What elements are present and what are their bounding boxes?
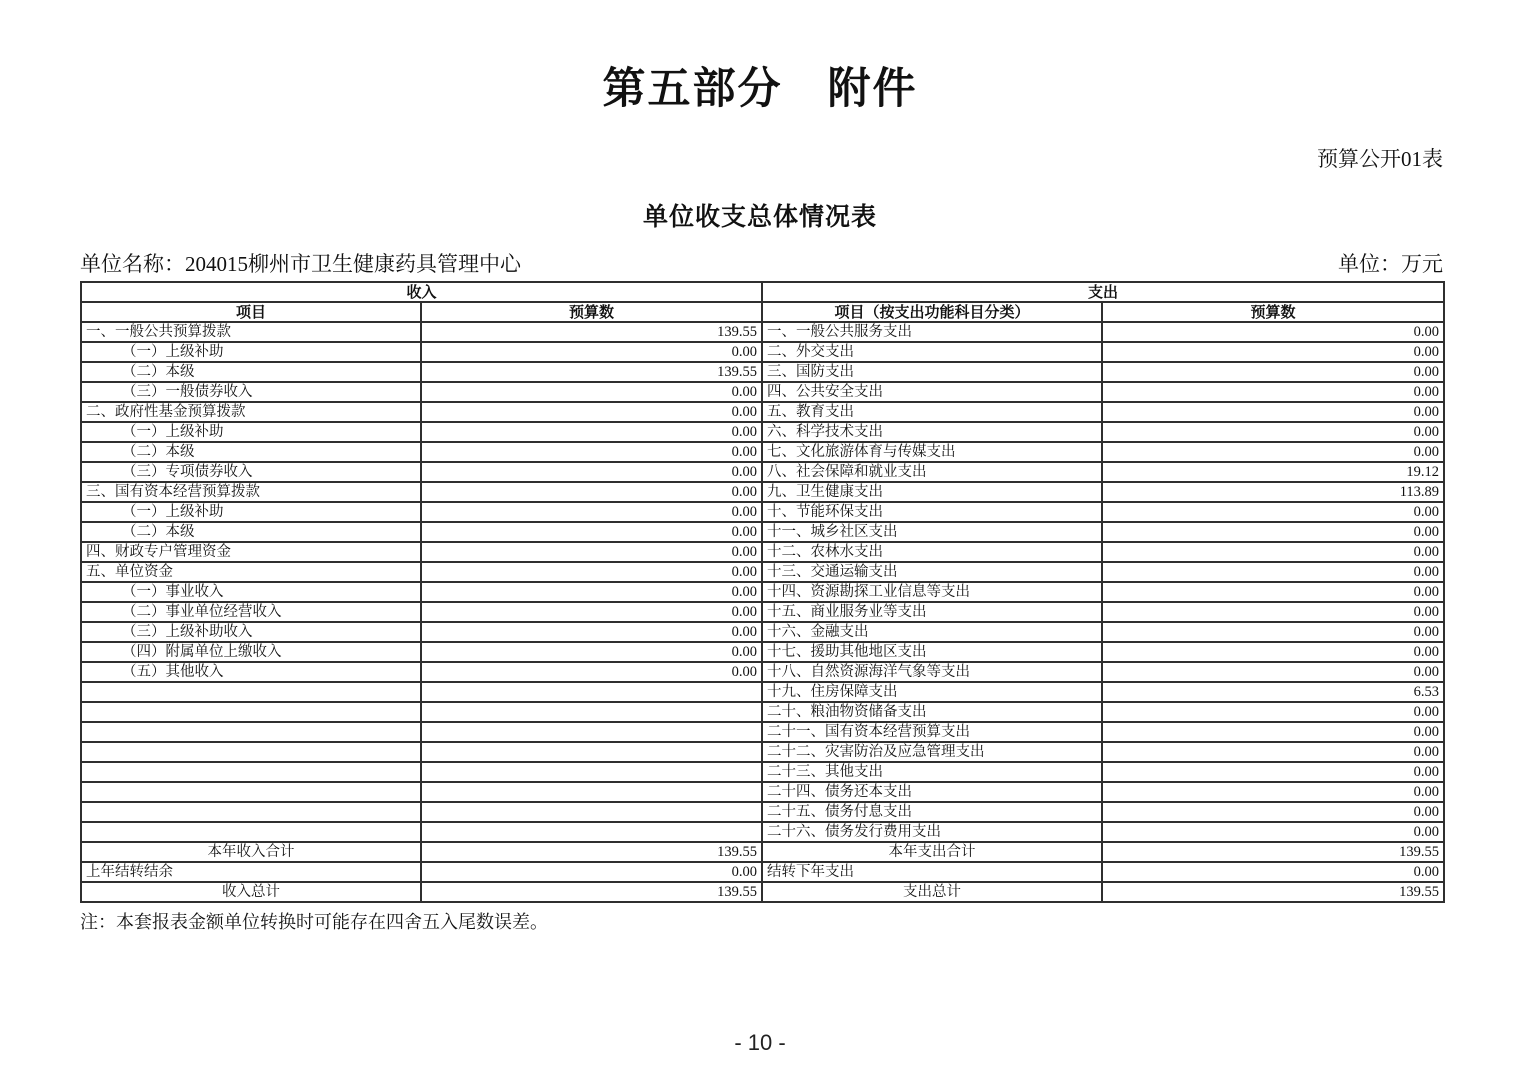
expense-item-cell: 二十二、灾害防治及应急管理支出 — [762, 742, 1102, 762]
table-row — [81, 742, 1444, 762]
income-item-cell: 一、一般公共预算拨款 — [81, 322, 421, 342]
income-item-cell: 四、财政专户管理资金 — [81, 542, 421, 562]
expense-budget-cell: 0.00 — [1102, 402, 1444, 422]
table-row — [81, 322, 1444, 342]
income-item-cell: （一）上级补助 — [81, 342, 421, 362]
expense-item-cell: 十七、援助其他地区支出 — [762, 642, 1102, 662]
table-row — [81, 502, 1444, 522]
income-summary-budget-cell: 139.55 — [421, 842, 762, 862]
expense-budget-cell: 0.00 — [1102, 642, 1444, 662]
table-row — [81, 622, 1444, 642]
table-row — [81, 662, 1444, 682]
income-budget-cell — [421, 722, 762, 742]
income-budget-cell: 0.00 — [421, 342, 762, 362]
expense-budget-cell: 0.00 — [1102, 382, 1444, 402]
table-row — [81, 602, 1444, 622]
income-item-header: 项目 — [81, 302, 421, 322]
income-item-cell — [81, 822, 421, 842]
income-budget-cell — [421, 802, 762, 822]
expense-budget-cell: 0.00 — [1102, 582, 1444, 602]
expense-item-cell: 一、一般公共服务支出 — [762, 322, 1102, 342]
income-budget-cell: 0.00 — [421, 542, 762, 562]
table-row — [81, 342, 1444, 362]
expense-item-cell: 九、卫生健康支出 — [762, 482, 1102, 502]
table-row — [81, 682, 1444, 702]
expense-summary-item-cell: 本年支出合计 — [762, 842, 1102, 862]
table-row — [81, 442, 1444, 462]
budget-table — [80, 281, 1445, 903]
page-number: - 10 - — [734, 1030, 786, 1055]
expense-item-cell: 二十四、债务还本支出 — [762, 782, 1102, 802]
table-row — [81, 642, 1444, 662]
income-budget-cell: 0.00 — [421, 562, 762, 582]
expense-item-cell: 六、科学技术支出 — [762, 422, 1102, 442]
table-title: 单位收支总体情况表 — [642, 203, 877, 232]
expense-summary-item-cell: 结转下年支出 — [762, 862, 1102, 882]
expense-budget-cell: 0.00 — [1102, 742, 1444, 762]
income-item-cell: （二）本级 — [81, 442, 421, 462]
expense-item-cell: 十九、住房保障支出 — [762, 682, 1102, 702]
table-row — [81, 382, 1444, 402]
income-budget-cell — [421, 682, 762, 702]
income-budget-cell: 0.00 — [421, 502, 762, 522]
expense-budget-cell: 0.00 — [1102, 762, 1444, 782]
budget-table-body — [81, 322, 1444, 902]
income-item-cell: （三）上级补助收入 — [81, 622, 421, 642]
expense-budget-cell: 0.00 — [1102, 662, 1444, 682]
table-row — [81, 562, 1444, 582]
expense-item-cell: 四、公共安全支出 — [762, 382, 1102, 402]
expense-item-cell: 十一、城乡社区支出 — [762, 522, 1102, 542]
income-budget-cell: 0.00 — [421, 662, 762, 682]
unit-measure: 单位：万元 — [1338, 252, 1443, 277]
income-summary-item-cell: 上年结转结余 — [81, 862, 421, 882]
income-item-cell — [81, 702, 421, 722]
footnote: 注：本套报表金额单位转换时可能存在四舍五入尾数误差。 — [80, 912, 548, 933]
expense-budget-cell: 0.00 — [1102, 542, 1444, 562]
expense-item-cell: 二十一、国有资本经营预算支出 — [762, 722, 1102, 742]
table-row — [81, 422, 1444, 442]
summary-row — [81, 842, 1444, 862]
expense-item-cell: 二十、粮油物资储备支出 — [762, 702, 1102, 722]
expense-budget-header: 预算数 — [1102, 302, 1444, 322]
income-budget-cell: 0.00 — [421, 622, 762, 642]
expense-budget-cell: 0.00 — [1102, 442, 1444, 462]
expense-budget-cell: 113.89 — [1102, 482, 1444, 502]
table-row — [81, 462, 1444, 482]
expense-budget-cell: 0.00 — [1102, 802, 1444, 822]
expense-item-cell: 七、文化旅游体育与传媒支出 — [762, 442, 1102, 462]
expense-budget-cell: 0.00 — [1102, 322, 1444, 342]
table-row — [81, 702, 1444, 722]
expense-summary-item-cell: 支出总计 — [762, 882, 1102, 902]
income-budget-cell — [421, 782, 762, 802]
expense-item-cell: 二十五、债务付息支出 — [762, 802, 1102, 822]
expense-item-cell: 十三、交通运输支出 — [762, 562, 1102, 582]
income-budget-cell: 139.55 — [421, 322, 762, 342]
expense-item-cell: 三、国防支出 — [762, 362, 1102, 382]
expense-section-header: 支出 — [762, 282, 1444, 302]
column-header-row — [81, 302, 1444, 322]
expense-item-cell: 十四、资源勘探工业信息等支出 — [762, 582, 1102, 602]
income-item-cell: （五）其他收入 — [81, 662, 421, 682]
expense-item-cell: 八、社会保障和就业支出 — [762, 462, 1102, 482]
income-item-cell: （二）事业单位经营收入 — [81, 602, 421, 622]
income-budget-cell: 0.00 — [421, 402, 762, 422]
expense-budget-cell: 0.00 — [1102, 422, 1444, 442]
income-item-cell: 二、政府性基金预算拨款 — [81, 402, 421, 422]
income-item-cell: 三、国有资本经营预算拨款 — [81, 482, 421, 502]
income-summary-item-cell: 收入总计 — [81, 882, 421, 902]
expense-item-cell: 十五、商业服务业等支出 — [762, 602, 1102, 622]
income-budget-cell: 0.00 — [421, 482, 762, 502]
expense-budget-cell: 0.00 — [1102, 622, 1444, 642]
expense-budget-cell: 0.00 — [1102, 722, 1444, 742]
table-row — [81, 482, 1444, 502]
expense-budget-cell: 19.12 — [1102, 462, 1444, 482]
expense-summary-budget-cell: 0.00 — [1102, 862, 1444, 882]
income-item-cell: 五、单位资金 — [81, 562, 421, 582]
table-row — [81, 542, 1444, 562]
table-row — [81, 362, 1444, 382]
expense-item-header: 项目（按支出功能科目分类） — [762, 302, 1102, 322]
expense-budget-cell: 0.00 — [1102, 562, 1444, 582]
income-budget-cell: 0.00 — [421, 522, 762, 542]
income-item-cell: （四）附属单位上缴收入 — [81, 642, 421, 662]
expense-budget-cell: 0.00 — [1102, 702, 1444, 722]
income-budget-cell: 0.00 — [421, 382, 762, 402]
expense-summary-budget-cell: 139.55 — [1102, 882, 1444, 902]
section-header-row — [81, 282, 1444, 302]
table-row — [81, 802, 1444, 822]
income-budget-cell: 0.00 — [421, 602, 762, 622]
expense-item-cell: 十六、金融支出 — [762, 622, 1102, 642]
income-item-cell: （三）专项债券收入 — [81, 462, 421, 482]
expense-budget-cell: 6.53 — [1102, 682, 1444, 702]
expense-budget-cell: 0.00 — [1102, 602, 1444, 622]
table-row — [81, 522, 1444, 542]
expense-item-cell: 二十三、其他支出 — [762, 762, 1102, 782]
expense-budget-cell: 0.00 — [1102, 782, 1444, 802]
table-row — [81, 762, 1444, 782]
income-budget-cell — [421, 702, 762, 722]
expense-budget-cell: 0.00 — [1102, 522, 1444, 542]
income-item-cell — [81, 682, 421, 702]
expense-budget-cell: 0.00 — [1102, 502, 1444, 522]
income-summary-budget-cell: 0.00 — [421, 862, 762, 882]
table-row — [81, 822, 1444, 842]
income-item-cell — [81, 802, 421, 822]
income-budget-cell — [421, 762, 762, 782]
form-label: 预算公开01表 — [1317, 147, 1443, 172]
income-budget-header: 预算数 — [421, 302, 762, 322]
expense-item-cell: 二、外交支出 — [762, 342, 1102, 362]
income-budget-cell: 0.00 — [421, 422, 762, 442]
income-item-cell: （一）上级补助 — [81, 422, 421, 442]
income-item-cell: （三）一般债券收入 — [81, 382, 421, 402]
expense-summary-budget-cell: 139.55 — [1102, 842, 1444, 862]
expense-item-cell: 十二、农林水支出 — [762, 542, 1102, 562]
income-budget-cell: 0.00 — [421, 462, 762, 482]
income-item-cell — [81, 782, 421, 802]
income-summary-budget-cell: 139.55 — [421, 882, 762, 902]
income-budget-cell: 139.55 — [421, 362, 762, 382]
income-item-cell — [81, 722, 421, 742]
expense-item-cell: 二十六、债务发行费用支出 — [762, 822, 1102, 842]
income-item-cell: （二）本级 — [81, 522, 421, 542]
income-budget-cell: 0.00 — [421, 582, 762, 602]
table-row — [81, 402, 1444, 422]
table-row — [81, 582, 1444, 602]
part-title: 第五部分 附件 — [602, 65, 918, 113]
income-item-cell: （一）事业收入 — [81, 582, 421, 602]
expense-budget-cell: 0.00 — [1102, 822, 1444, 842]
income-section-header: 收入 — [81, 282, 762, 302]
income-budget-cell: 0.00 — [421, 442, 762, 462]
table-row — [81, 722, 1444, 742]
income-summary-item-cell: 本年收入合计 — [81, 842, 421, 862]
income-budget-cell — [421, 822, 762, 842]
unit-name: 单位名称：204015柳州市卫生健康药具管理中心 — [80, 252, 521, 277]
expense-item-cell: 十、节能环保支出 — [762, 502, 1102, 522]
income-budget-cell: 0.00 — [421, 642, 762, 662]
income-item-cell: （二）本级 — [81, 362, 421, 382]
expense-budget-cell: 0.00 — [1102, 342, 1444, 362]
table-row — [81, 782, 1444, 802]
summary-row — [81, 862, 1444, 882]
income-budget-cell — [421, 742, 762, 762]
income-item-cell: （一）上级补助 — [81, 502, 421, 522]
expense-item-cell: 五、教育支出 — [762, 402, 1102, 422]
income-item-cell — [81, 742, 421, 762]
summary-row — [81, 882, 1444, 902]
expense-budget-cell: 0.00 — [1102, 362, 1444, 382]
expense-item-cell: 十八、自然资源海洋气象等支出 — [762, 662, 1102, 682]
unit-info-row — [80, 251, 1443, 277]
income-item-cell — [81, 762, 421, 782]
